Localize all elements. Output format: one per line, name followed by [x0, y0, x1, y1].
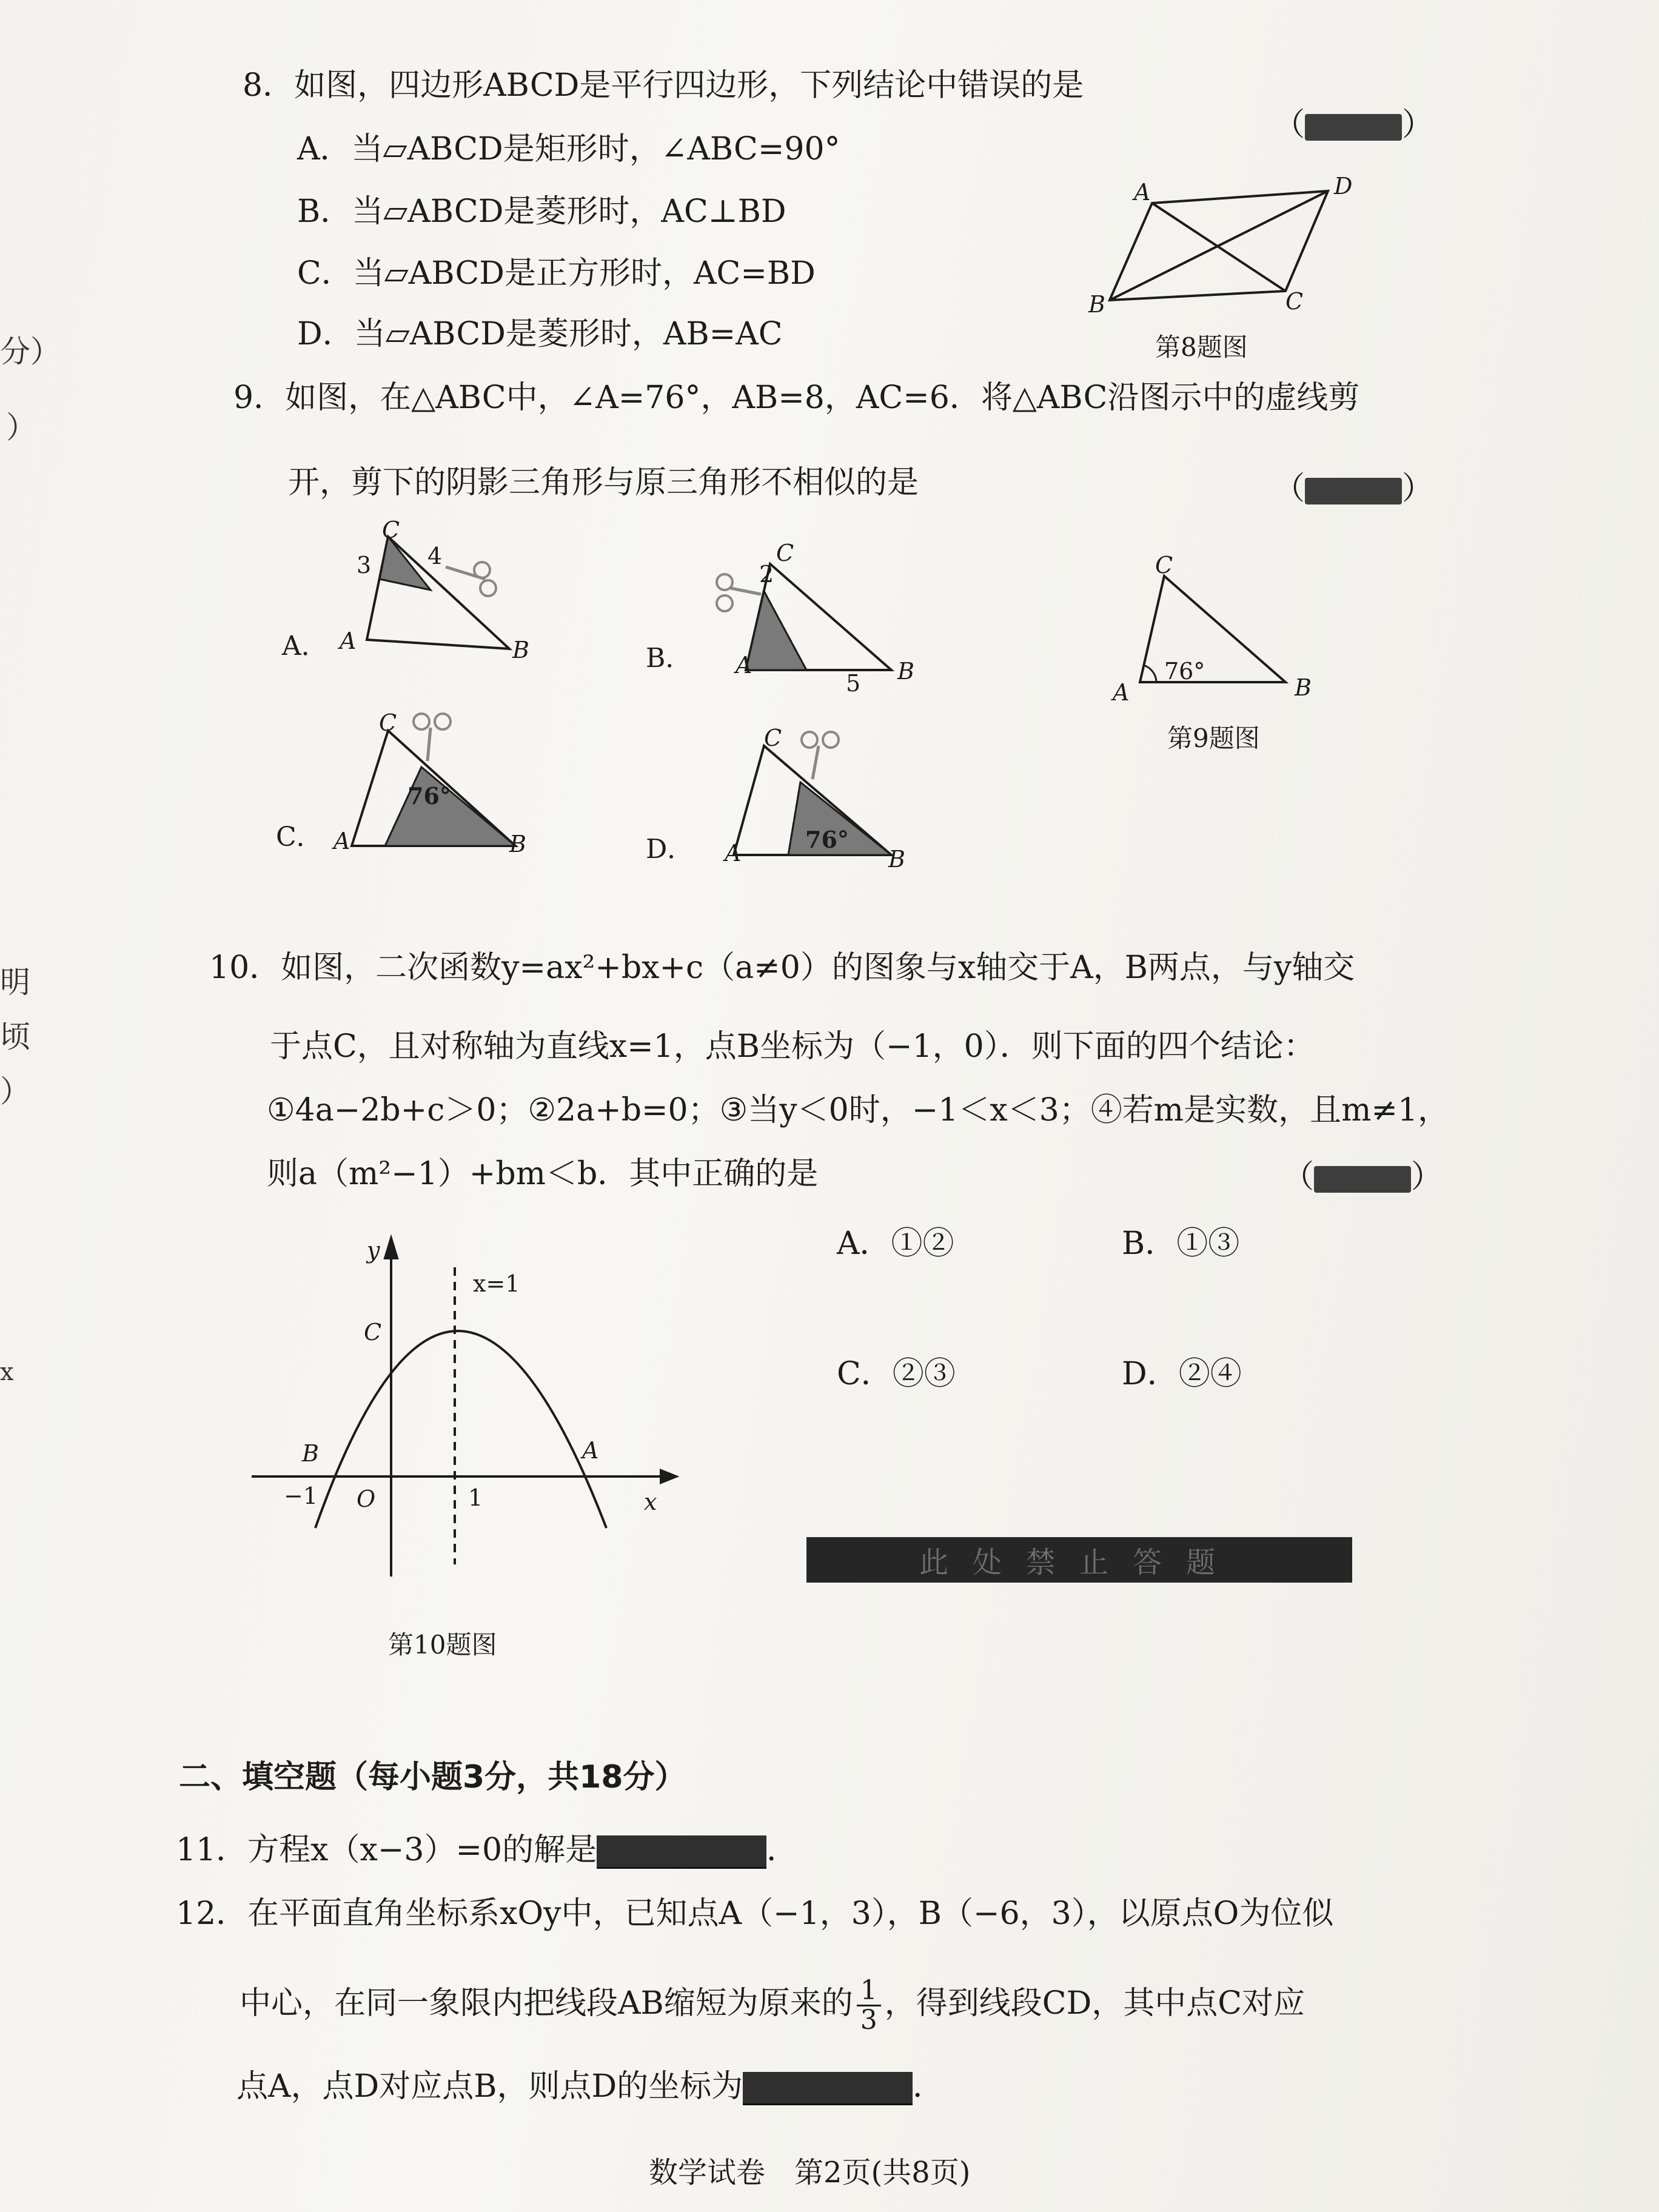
q10-option-b: B．①③	[1122, 1225, 1240, 1262]
q12-line2a: 中心，在同一象限内把线段AB缩短为原来的	[240, 1985, 853, 2022]
q8-option-a: A．当▱ABCD是矩形时，∠ABC=90°	[297, 131, 840, 167]
q8-option-b: B．当▱ABCD是菱形时，AC⊥BD	[297, 193, 786, 230]
q9-orig-point-c: C	[1155, 552, 1173, 578]
q9a-point-c: C	[382, 517, 400, 543]
margin-text-1: 分）	[0, 334, 61, 369]
q9c-point-c: C	[379, 709, 397, 736]
q9-stem-line2: 开，剪下的阴影三角形与原三角形不相似的是	[288, 464, 919, 501]
q9-orig-point-a: A	[1113, 679, 1130, 706]
q9d-angle: 76°	[805, 826, 849, 853]
q12-line2	[240, 1977, 1305, 2034]
q8-point-c: C	[1285, 288, 1304, 315]
q10-x-label: x	[644, 1489, 657, 1515]
q12-end: ．	[913, 2068, 945, 2105]
margin-text-2: ）	[6, 410, 36, 445]
q12-line3: 点A，点D对应点B，则点D的坐标为	[236, 2068, 743, 2105]
q10-parabola-graph	[243, 1225, 679, 1589]
q12-frac-den: 3	[860, 2005, 877, 2036]
margin-text-5: ）	[0, 1074, 30, 1109]
q9-answer-box[interactable]	[1305, 478, 1402, 504]
q9b-side-2: 2	[759, 561, 774, 588]
q8-answer-box[interactable]	[1305, 114, 1402, 141]
q9-option-a-letter: A．	[282, 631, 328, 662]
q9a-point-a: A	[340, 628, 357, 654]
q12-line1: 12．在平面直角坐标系xOy中，已知点A（−1，3），B（−6，3），以原点O为位似	[176, 1895, 1334, 1932]
q9-orig-angle: 76°	[1164, 658, 1205, 685]
q10-origin: O	[357, 1486, 376, 1512]
q10-stem-line1: 10．如图，二次函数y=ax²+bx+c（a≠0）的图象与x轴交于A，B两点，与y轴交	[209, 950, 1355, 986]
q9b-point-b: B	[897, 658, 914, 685]
q9d-point-b: B	[888, 846, 905, 873]
q11-question	[176, 1831, 798, 1869]
q10-y-label: y	[367, 1237, 380, 1264]
margin-text-4: 顷	[0, 1019, 30, 1054]
q10-answer-bracket[interactable]: （ ）	[1282, 1159, 1443, 1195]
q8-answer-bracket[interactable]: （ ）	[1273, 107, 1434, 143]
q10-option-d: D．②④	[1122, 1356, 1242, 1392]
q9a-point-b: B	[512, 637, 529, 663]
q10-axis-label: x=1	[473, 1270, 520, 1297]
q10-point-a: A	[582, 1437, 599, 1464]
q8-stem: 8．如图，四边形ABCD是平行四边形，下列结论中错误的是	[243, 67, 1084, 104]
q9-option-d-letter: D．	[646, 834, 694, 865]
q11-answer-blank[interactable]	[597, 1835, 766, 1869]
q10-point-c: C	[364, 1319, 382, 1346]
q10-neg1: −1	[284, 1483, 318, 1509]
q9b-point-c: C	[776, 540, 794, 566]
q10-caption: 第10题图	[388, 1630, 497, 1660]
q10-stem-line2: 于点C，且对称轴为直线x=1，点B坐标为（−1，0）．则下面的四个结论：	[270, 1028, 1315, 1065]
q9b-point-a: A	[736, 652, 752, 679]
q9c-point-a: A	[333, 828, 350, 854]
q9-option-c-letter: C．	[276, 822, 323, 853]
q8-point-d: D	[1334, 173, 1353, 199]
q9-option-b-letter: B．	[646, 643, 692, 674]
q10-option-c: C．②③	[837, 1356, 956, 1392]
q9a-side-4: 4	[427, 543, 443, 569]
q10-option-a: A．①②	[837, 1225, 954, 1262]
q12-line3-wrap	[236, 2068, 944, 2105]
section2-title: 二、填空题（每小题3分，共18分）	[179, 1759, 686, 1795]
q9-orig-point-b: B	[1295, 674, 1312, 701]
q9-answer-bracket[interactable]: （ ）	[1273, 471, 1434, 507]
q8-point-a: A	[1134, 179, 1151, 206]
margin-text-3: 明	[0, 965, 30, 1000]
q9c-point-b: B	[509, 831, 526, 857]
q12-answer-blank[interactable]	[743, 2072, 913, 2105]
q11-text: 11．方程x（x−3）=0的解是	[176, 1832, 597, 1868]
q9-original-triangle	[1122, 561, 1304, 706]
q9d-point-a: A	[725, 840, 742, 866]
q9c-angle: 76°	[407, 782, 451, 809]
q8-point-b: B	[1088, 291, 1105, 318]
q12-frac-num: 1	[860, 1975, 877, 2006]
q12-line2b: ，得到线段CD，其中点C对应	[884, 1985, 1305, 2022]
q12-fraction	[857, 1977, 881, 2034]
q11-end: ．	[766, 1832, 799, 1868]
no-answer-zone-bar: 此处禁止答题	[806, 1537, 1352, 1583]
q8-option-c: C．当▱ABCD是正方形时，AC=BD	[297, 255, 816, 292]
q10-stem-line4: 则a（m²−1）+bm＜b．其中正确的是	[267, 1156, 819, 1192]
q8-caption: 第8题图	[1155, 332, 1248, 362]
q9d-point-c: C	[764, 725, 782, 751]
q9-stem-line1: 9．如图，在△ABC中，∠A=76°，AB=8，AC=6．将△ABC沿图示中的虚线剪	[233, 380, 1360, 416]
q9a-side-3: 3	[357, 552, 372, 578]
q9b-side-5: 5	[846, 670, 861, 697]
page-footer: 数学试卷 第2页(共8页)	[649, 2156, 971, 2190]
q10-tick-1: 1	[468, 1484, 483, 1511]
q10-answer-box[interactable]	[1314, 1166, 1411, 1193]
q8-option-d: D．当▱ABCD是菱形时，AB=AC	[297, 316, 783, 352]
q10-stem-line3: ①4a−2b+c＞0；②2a+b=0；③当y＜0时，−1＜x＜3；④若m是实数，且m≠1，	[267, 1092, 1450, 1128]
q10-point-b: B	[302, 1440, 319, 1467]
margin-text-6: x	[0, 1358, 14, 1386]
q9-caption: 第9题图	[1167, 723, 1260, 753]
